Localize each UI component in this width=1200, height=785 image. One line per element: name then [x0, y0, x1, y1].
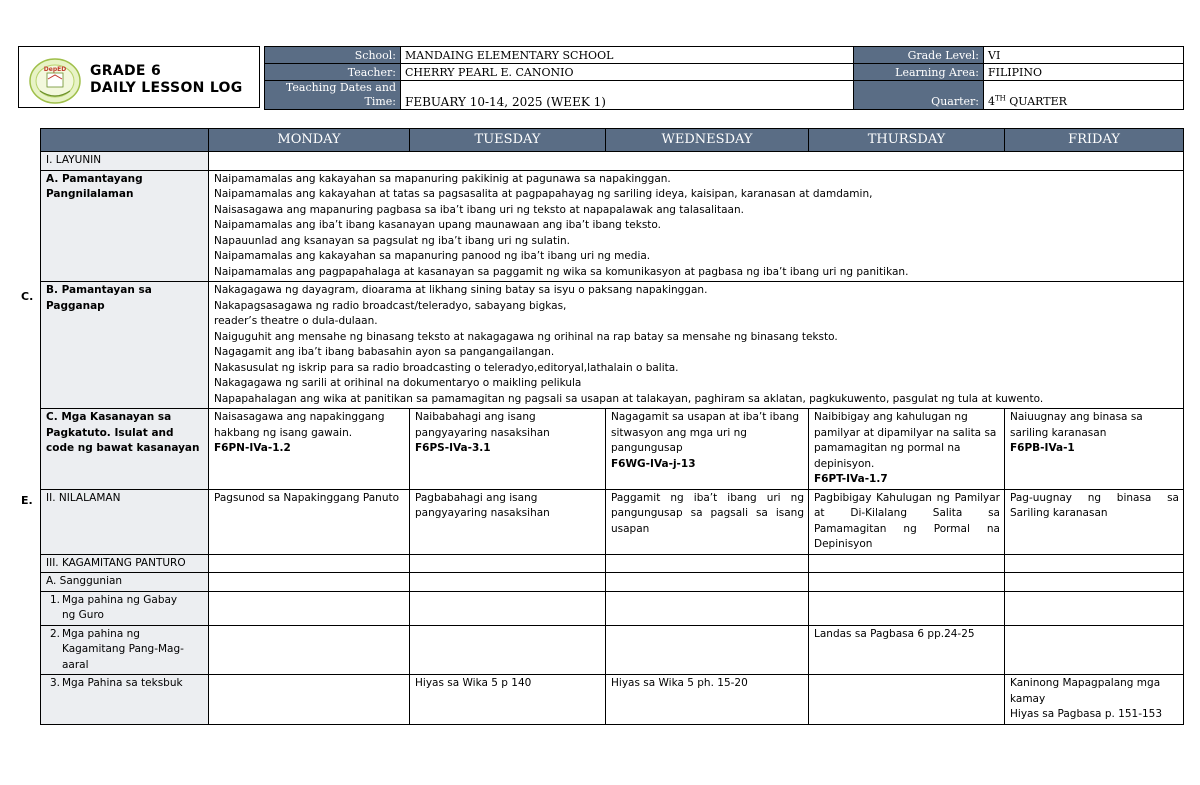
pamantayang-label: A. Pamantayang Pangnilalaman — [41, 170, 209, 282]
school-label: School: — [265, 47, 401, 64]
kasanayan-tuesday — [410, 409, 606, 490]
teksbuk-friday — [1005, 675, 1184, 725]
learning-area-value: FILIPINO — [984, 64, 1184, 81]
teksbuk-monday — [209, 675, 410, 725]
layunin-content — [209, 152, 1184, 171]
nilalaman-row — [41, 489, 1184, 554]
pagganap-line: reader’s theatre o dula-dulaan. — [214, 315, 378, 327]
nilalaman-thursday: Pagbibigay Kahulugan ng Pamilyar at Di-Kilalang Salita sa Pamamagitan ng Pormal na Depinisyon — [809, 489, 1005, 554]
quarter-number: 4 — [988, 95, 995, 108]
gabay-friday — [1005, 591, 1184, 625]
sanggunian-wednesday — [606, 573, 809, 592]
grade-title: GRADE 6 — [90, 63, 162, 79]
kagamitang-text: Mga pahina ng Kagamitang Pang-Mag-aaral — [62, 627, 184, 671]
grade-level-value: VI — [984, 47, 1184, 64]
kagamitan-tuesday — [410, 554, 606, 573]
nilalaman-monday: Pagsunod sa Napakinggang Panuto — [209, 489, 410, 554]
sanggunian-tuesday — [410, 573, 606, 592]
kagamitang-tuesday — [410, 625, 606, 675]
kagamitang-label — [41, 625, 209, 675]
quarter-superscript: TH — [995, 94, 1006, 103]
pagganap-line: Napapahalagan ang wika at panitikan sa pamamagitan ng pagsali sa usapan at talakayan, paghiram sa aklatan, pagkukuwento, pasgulat ng tula at kuwento. — [214, 392, 1044, 405]
teksbuk-friday-line2: Hiyas sa Pagbasa p. 151-153 — [1010, 708, 1163, 720]
kasanayan-thursday — [809, 409, 1005, 490]
gabay-thursday — [809, 591, 1005, 625]
pagganap-line: Nagagamit ang iba’t ibang babasahin ayon sa pangangailangan. — [214, 346, 555, 358]
lesson-log-table — [40, 128, 1184, 725]
sanggunian-label: A. Sanggunian — [41, 573, 209, 592]
pagganap-label: B. Pamantayan sa Pagganap — [41, 282, 209, 409]
days-header-blank — [41, 129, 209, 152]
kasanayan-friday — [1005, 409, 1184, 490]
kasanayan-monday-text: Naisasagawa ang napakinggang hakbang ng isang gawain. — [214, 411, 385, 439]
teksbuk-wednesday: Hiyas sa Wika 5 ph. 15-20 — [606, 675, 809, 725]
gabay-tuesday — [410, 591, 606, 625]
kasanayan-monday — [209, 409, 410, 490]
teksbuk-row — [41, 675, 1184, 725]
day-tuesday: TUESDAY — [410, 129, 606, 152]
kagamitang-thursday: Landas sa Pagbasa 6 pp.24-25 — [809, 625, 1005, 675]
nilalaman-tuesday: Pagbabahagi ang isang pangyayaring nasaksihan — [410, 489, 606, 554]
pamantayang-line: Naipamamalas ang kakayahan at tatas sa pagsasalita at pagpapahayag ng sariling ideya, kaisipan, karanasan at damdamin, — [214, 188, 873, 200]
dates-label — [265, 81, 401, 110]
kasanayan-row — [41, 409, 1184, 490]
quarter-value — [984, 81, 1184, 110]
pamantayang-line: Naipamamalas ang pagpapahalaga at kasanayan sa paggamit ng wika sa komunikasyon at pagbasa ng iba’t ibang uri ng panitikan. — [214, 265, 909, 278]
pamantayang-line: Naisasagawa ang mapanuring pagbasa sa iba’t ibang uri ng teksto at napapalawak ang talasalitaan. — [214, 203, 744, 216]
gabay-number: 1. — [49, 593, 60, 606]
pamantayang-line: Naipamamalas ang kakayahan sa mapanuring pakikinig at pagunawa sa napakinggan. — [214, 172, 671, 185]
kagamitan-friday — [1005, 554, 1184, 573]
gabay-label — [41, 591, 209, 625]
sanggunian-row — [41, 573, 1184, 592]
grade-level-label: Grade Level: — [854, 47, 984, 64]
side-letter-e: E. — [21, 494, 33, 507]
gabay-wednesday — [606, 591, 809, 625]
teksbuk-thursday — [809, 675, 1005, 725]
learning-area-label: Learning Area: — [854, 64, 984, 81]
pamantayang-line: Napauunlad ang ksanayan sa pagsulat ng iba’t ibang uri ng sulatin. — [214, 234, 570, 247]
kasanayan-friday-code: F6PB-IVa-1 — [1010, 442, 1075, 454]
layunin-row — [41, 152, 1184, 171]
pagganap-line: Nakasusulat ng iskrip para sa radio broadcasting o teleradyo,editoryal,lathalain o balita. — [214, 361, 679, 374]
kasanayan-thursday-code: F6PT-IVa-1.7 — [814, 473, 888, 485]
gabay-monday — [209, 591, 410, 625]
pamantayang-content — [209, 170, 1184, 282]
kagamitan-thursday — [809, 554, 1005, 573]
pagganap-row — [41, 282, 1184, 409]
sanggunian-monday — [209, 573, 410, 592]
kagamitan-label: III. KAGAMITANG PANTURO — [41, 554, 209, 573]
day-thursday: THURSDAY — [809, 129, 1005, 152]
kasanayan-monday-code: F6PN-IVa-1.2 — [214, 442, 291, 454]
school-value: MANDAING ELEMENTARY SCHOOL — [401, 47, 854, 64]
log-title: DAILY LESSON LOG — [90, 80, 243, 96]
kasanayan-wednesday — [606, 409, 809, 490]
pamantayang-line: Naipamamalas ang iba’t ibang kasanayan upang maunawaan ang iba’t ibang teksto. — [214, 219, 661, 231]
gabay-row — [41, 591, 1184, 625]
kasanayan-wednesday-code: F6WG-IVa-j-13 — [611, 457, 696, 470]
teacher-label: Teacher: — [265, 64, 401, 81]
kasanayan-tuesday-code: F6PS-IVa-3.1 — [415, 442, 491, 454]
dates-label-line2: Time: — [364, 95, 396, 108]
kagamitang-friday — [1005, 625, 1184, 675]
dates-label-line1: Teaching Dates and — [285, 81, 396, 94]
teksbuk-label — [41, 675, 209, 725]
deped-logo — [28, 57, 82, 105]
kagamitan-monday — [209, 554, 410, 573]
pamantayang-line: Naipamamalas ang kakayahan sa mapanuring panood ng iba’t ibang uri ng media. — [214, 250, 651, 262]
logo-text: DepED — [43, 66, 67, 73]
pagganap-line: Nakagagawa ng dayagram, dioarama at likhang sining batay sa isyu o paksang napakinggan. — [214, 284, 708, 296]
kasanayan-wednesday-text: Nagagamit sa usapan at iba’t ibang sitwasyon ang mga uri ng pangungusap — [611, 411, 800, 454]
pagganap-content — [209, 282, 1184, 409]
days-header-row — [41, 129, 1184, 152]
dates-value: FEBUARY 10-14, 2025 (WEEK 1) — [401, 81, 854, 110]
kagamitang-number: 2. — [49, 627, 60, 640]
nilalaman-label: II. NILALAMAN — [41, 489, 209, 554]
kasanayan-label: C. Mga Kasanayan sa Pagkatuto. Isulat and code ng bawat kasanayan — [41, 409, 209, 490]
day-wednesday: WEDNESDAY — [606, 129, 809, 152]
sanggunian-friday — [1005, 573, 1184, 592]
kagamitang-monday — [209, 625, 410, 675]
sanggunian-thursday — [809, 573, 1005, 592]
pagganap-line: Nakagagawa ng sarili at orihinal na dokumentaryo o maikling pelikula — [214, 377, 582, 389]
kasanayan-thursday-text: Naibibigay ang kahulugan ng pamilyar at dipamilyar na salita sa pamamagitan ng pormal na depinisyon. — [814, 411, 997, 470]
teacher-value: CHERRY PEARL E. CANONIO — [401, 64, 854, 81]
nilalaman-wednesday: Paggamit ng iba’t ibang uri ng pangungusap sa pagsali sa isang usapan — [606, 489, 809, 554]
day-monday: MONDAY — [209, 129, 410, 152]
kagamitang-wednesday — [606, 625, 809, 675]
layunin-label: I. LAYUNIN — [41, 152, 209, 171]
pamantayang-row — [41, 170, 1184, 282]
gabay-text: Mga pahina ng Gabay ng Guro — [62, 593, 178, 621]
day-friday: FRIDAY — [1005, 129, 1184, 152]
teksbuk-friday-line1: Kaninong Mapagpalang mga kamay — [1010, 677, 1161, 705]
kagamitang-row — [41, 625, 1184, 675]
quarter-label: Quarter: — [854, 81, 984, 110]
kagamitan-wednesday — [606, 554, 809, 573]
nilalaman-friday: Pag-uugnay ng binasa sa Sariling karanasan — [1005, 489, 1184, 554]
pagganap-line: Naiguguhit ang mensahe ng binasang teksto at nakagagawa ng orihinal na rap batay sa mensahe ng binasang teksto. — [214, 330, 838, 343]
kasanayan-tuesday-text: Naibabahagi ang isang pangyayaring nasaksihan — [415, 411, 550, 439]
info-table — [264, 46, 1184, 110]
teksbuk-text: Mga Pahina sa teksbuk — [62, 677, 183, 689]
side-letter-c: C. — [21, 290, 34, 303]
pagganap-line: Nakapagsasagawa ng radio broadcast/teleradyo, sabayang bigkas, — [214, 299, 567, 312]
kagamitan-row — [41, 554, 1184, 573]
teksbuk-tuesday: Hiyas sa Wika 5 p 140 — [410, 675, 606, 725]
kasanayan-friday-text: Naiuugnay ang binasa sa sariling karanasan — [1010, 411, 1143, 439]
quarter-word: QUARTER — [1005, 95, 1067, 108]
teksbuk-number: 3. — [49, 677, 60, 689]
